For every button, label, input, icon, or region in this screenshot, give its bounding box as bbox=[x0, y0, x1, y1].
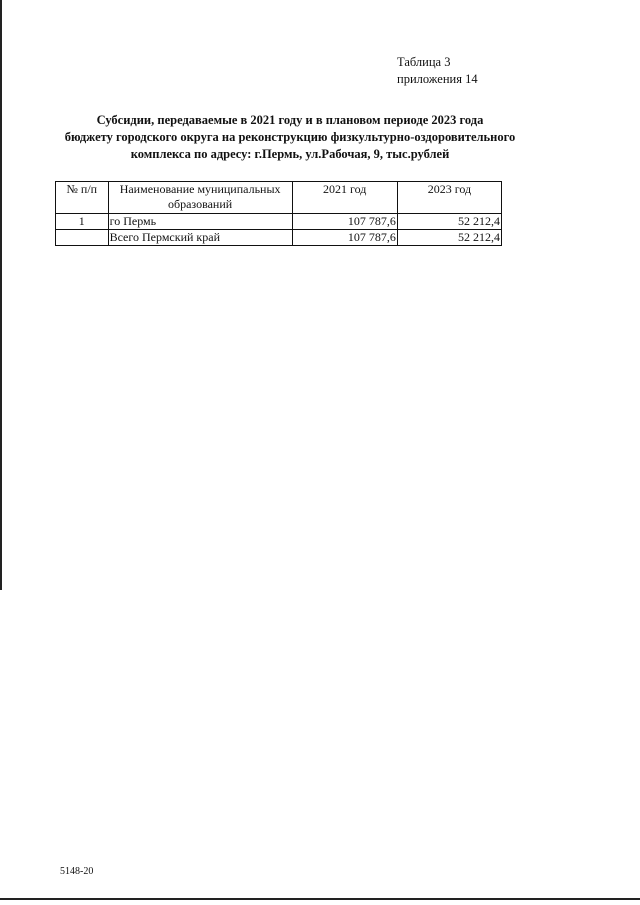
row-value-2021: 107 787,6 bbox=[292, 214, 397, 230]
header-num: № п/п bbox=[56, 182, 109, 214]
title-line-1: Субсидии, передаваемые в 2021 году и в плановом периоде 2023 года bbox=[96, 113, 484, 127]
row-name: го Пермь bbox=[108, 214, 292, 230]
scan-bottom-edge bbox=[0, 898, 640, 900]
header-year-2023: 2023 год bbox=[397, 182, 501, 214]
header-year-2021: 2021 год bbox=[292, 182, 397, 214]
table-header-row bbox=[56, 182, 502, 214]
appendix-reference bbox=[397, 54, 478, 88]
document-code: 5148-20 bbox=[60, 866, 94, 877]
row-value-2023: 52 212,4 bbox=[397, 214, 501, 230]
appendix-number: приложения 14 bbox=[397, 72, 478, 86]
row-num bbox=[56, 230, 109, 246]
table-row bbox=[56, 214, 502, 230]
scan-left-edge bbox=[0, 0, 2, 590]
row-value-2023: 52 212,4 bbox=[397, 230, 501, 246]
row-name: Всего Пермский край bbox=[108, 230, 292, 246]
table-row-total bbox=[56, 230, 502, 246]
title-line-2: бюджету городского округа на реконструкцию физкультурно-оздоровительного bbox=[64, 130, 516, 144]
document-title bbox=[40, 112, 540, 163]
header-name: Наименование муниципальных образований bbox=[108, 182, 292, 214]
subsidy-table bbox=[55, 181, 502, 246]
title-line-3: комплекса по адресу: г.Пермь, ул.Рабочая, 9, тыс.рублей bbox=[130, 147, 450, 161]
row-value-2021: 107 787,6 bbox=[292, 230, 397, 246]
row-num: 1 bbox=[56, 214, 109, 230]
table-number: Таблица 3 bbox=[397, 55, 451, 69]
